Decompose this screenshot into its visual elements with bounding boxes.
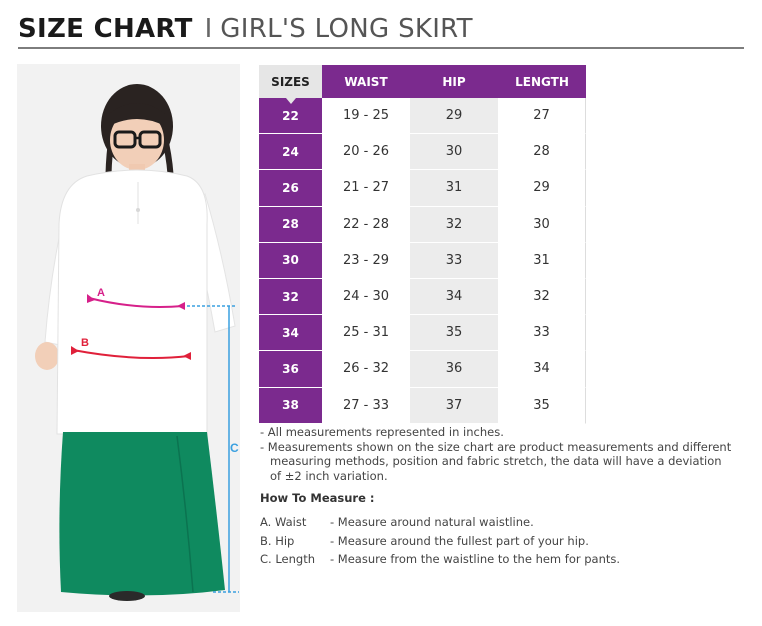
cell-waist: 26 - 32 bbox=[322, 351, 410, 387]
cell-hip: 37 bbox=[410, 388, 498, 424]
cell-waist: 27 - 33 bbox=[322, 388, 410, 424]
hand-left bbox=[35, 342, 59, 370]
list-item bbox=[260, 513, 620, 532]
table-row bbox=[259, 351, 586, 387]
table-row bbox=[259, 388, 586, 424]
cell-size: 38 bbox=[259, 388, 322, 424]
cell-size: 34 bbox=[259, 315, 322, 351]
header-sizes: SIZES bbox=[259, 65, 322, 98]
cell-length: 29 bbox=[498, 170, 586, 206]
howto-desc: - Measure around the fullest part of your hip. bbox=[330, 533, 589, 548]
cell-size: 30 bbox=[259, 243, 322, 279]
cell-size: 28 bbox=[259, 207, 322, 243]
note-deviation-cont1: measuring methods, position and fabric stretch, the data will have a deviation bbox=[270, 454, 722, 468]
cell-length: 34 bbox=[498, 351, 586, 387]
howto-key: B. Hip bbox=[260, 533, 295, 548]
marker-c: C bbox=[230, 441, 239, 455]
cell-length: 30 bbox=[498, 207, 586, 243]
table-row bbox=[259, 315, 586, 351]
cell-waist: 19 - 25 bbox=[322, 98, 410, 134]
note-deviation: - Measurements shown on the size chart are product measurements and different bbox=[260, 439, 732, 454]
how-to-measure-title: How To Measure : bbox=[260, 491, 375, 505]
cell-hip: 31 bbox=[410, 170, 498, 206]
table-row bbox=[259, 207, 586, 243]
how-to-measure bbox=[260, 491, 620, 569]
cell-waist: 23 - 29 bbox=[322, 243, 410, 279]
cell-length: 32 bbox=[498, 279, 586, 315]
cell-size: 24 bbox=[259, 134, 322, 170]
cell-waist: 24 - 30 bbox=[322, 279, 410, 315]
cell-length: 33 bbox=[498, 315, 586, 351]
model-illustration bbox=[17, 64, 240, 612]
howto-desc: - Measure around natural waistline. bbox=[330, 515, 534, 530]
list-item bbox=[260, 532, 620, 551]
cell-waist: 20 - 26 bbox=[322, 134, 410, 170]
howto-key: C. Length bbox=[260, 552, 316, 567]
skirt bbox=[59, 432, 225, 596]
cell-length: 35 bbox=[498, 388, 586, 424]
howto-desc: - Measure from the waistline to the hem for pants. bbox=[330, 552, 621, 567]
cell-size: 36 bbox=[259, 351, 322, 387]
cell-waist: 25 - 31 bbox=[322, 315, 410, 351]
blouse-button bbox=[136, 208, 140, 212]
cell-hip: 30 bbox=[410, 134, 498, 170]
cell-hip: 32 bbox=[410, 207, 498, 243]
note-units: - All measurements represented in inches. bbox=[260, 425, 504, 439]
title-separator: I bbox=[204, 14, 213, 44]
cell-length: 31 bbox=[498, 243, 586, 279]
howto-key: A. Waist bbox=[260, 515, 307, 530]
note-deviation-cont2: of ±2 inch variation. bbox=[270, 468, 388, 483]
shoes bbox=[109, 591, 145, 601]
marker-b: B bbox=[81, 337, 89, 349]
page-title bbox=[18, 14, 473, 46]
marker-a: A bbox=[97, 287, 105, 299]
cell-hip: 29 bbox=[410, 98, 498, 134]
cell-hip: 35 bbox=[410, 315, 498, 351]
cell-size: 32 bbox=[259, 279, 322, 315]
title-main: SIZE CHART bbox=[18, 14, 193, 44]
table-row bbox=[259, 243, 586, 279]
table-row bbox=[259, 98, 586, 134]
table-row bbox=[259, 170, 586, 206]
measurement-notes bbox=[260, 425, 750, 483]
model-photo bbox=[17, 64, 240, 612]
list-item bbox=[260, 550, 620, 569]
header-length: LENGTH bbox=[498, 65, 586, 98]
cell-length: 27 bbox=[498, 98, 586, 134]
header-hip: HIP bbox=[410, 65, 498, 98]
table-row bbox=[259, 279, 586, 315]
cell-waist: 21 - 27 bbox=[322, 170, 410, 206]
cell-hip: 33 bbox=[410, 243, 498, 279]
blouse bbox=[57, 170, 207, 434]
header-waist: WAIST bbox=[322, 65, 410, 98]
cell-size: 26 bbox=[259, 170, 322, 206]
cell-hip: 36 bbox=[410, 351, 498, 387]
cell-hip: 34 bbox=[410, 279, 498, 315]
cell-waist: 22 - 28 bbox=[322, 207, 410, 243]
title-subtitle: GIRL'S LONG SKIRT bbox=[220, 14, 473, 44]
cell-length: 28 bbox=[498, 134, 586, 170]
title-divider bbox=[18, 47, 744, 49]
cell-size: 22 bbox=[259, 98, 322, 134]
table-row bbox=[259, 134, 586, 170]
table-header-row bbox=[259, 65, 586, 98]
size-table bbox=[259, 65, 586, 424]
